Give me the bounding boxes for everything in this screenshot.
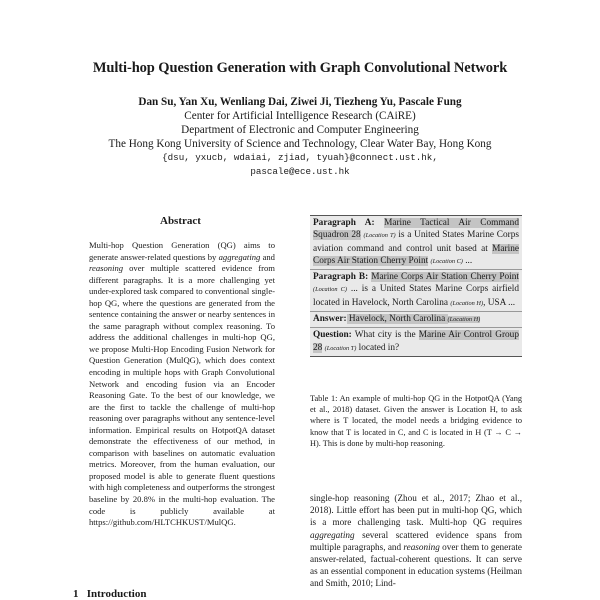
affiliation-line: Center for Artificial Intelligence Research (CAiRE) xyxy=(184,110,416,122)
paragraph-text: ... is a United States Marine Corps airfield located in Havelock, North Carolina xyxy=(313,284,519,308)
paper-title: Multi-hop Question Generation with Graph Convolutional Network xyxy=(92,60,508,76)
body-text-right xyxy=(310,492,522,590)
author-email: pascale@ece.ust.hk xyxy=(250,166,350,177)
body-emphasis: aggregating xyxy=(310,529,355,540)
author-email: {dsu, yxucb, wdaiai, zjiad, tyuah}@connect.ust.hk, xyxy=(162,152,438,163)
abstract-text: Multi-hop Question Generation (QG) aims to generate answer-related questions by xyxy=(89,240,275,262)
body-text: over them to generate answer-related, factual-coherent questions. It can serve as an essential component in education systems (Heilman and Smith, 2010; Lind- xyxy=(310,541,522,589)
location-tag: (Location T) xyxy=(363,232,396,240)
location-tag: (Location C) xyxy=(313,286,347,294)
paragraph-b xyxy=(310,270,522,311)
abstract-emphasis: reasoning xyxy=(89,263,124,274)
paragraph-label: Paragraph B: xyxy=(313,272,369,283)
paragraph-label: Paragraph A: xyxy=(313,218,375,228)
example-table xyxy=(310,215,522,357)
highlight-entity: Marine Corps Air Station Cherry Point xyxy=(371,272,519,283)
body-emphasis: reasoning xyxy=(403,541,440,552)
location-tag: (Location C) xyxy=(430,257,463,265)
body-text: single-hop reasoning (Zhou et al., 2017; Zhao et al., 2018). Little effort has been put in multi-hop QG, which is a more challenging task. Multi-hop QG requires xyxy=(310,493,522,528)
affiliation-line: The Hong Kong University of Science and Technology, Clear Water Bay, Hong Kong xyxy=(108,138,492,150)
section-heading-introduction: 1 Introduction xyxy=(73,588,147,600)
affiliation-line: Department of Electronic and Computer Engineering xyxy=(181,124,419,136)
abstract-heading: Abstract xyxy=(160,215,201,227)
highlight-entity: Marine Tactical Air Command Squadron 28 xyxy=(313,218,519,241)
paragraph-text: , USA ... xyxy=(483,297,516,308)
body-text: several scattered evidence spans from multiple paragraphs, and xyxy=(310,529,522,552)
highlight-entity: Marine Air Control Group 28 xyxy=(313,330,519,353)
question-text: What city is the xyxy=(351,330,419,341)
location-tag: (Location T) xyxy=(324,344,357,352)
author-names: Dan Su, Yan Xu, Wenliang Dai, Ziwei Ji, Tiezheng Yu, Pascale Fung xyxy=(138,96,462,108)
question-text: located in? xyxy=(356,342,400,353)
answer-text: Havelock, North Carolina xyxy=(346,314,448,325)
location-tag: (Location H) xyxy=(447,316,481,324)
abstract-text: and xyxy=(260,251,275,262)
table-caption: Table 1: An example of multi-hop QG in the HotpotQA (Yang et al., 2018) dataset. Given the answer is Location H, to ask where is T located, the model needs a bridging evidence to know that T is located in C, and C is located in H (T → C → H). This is done by multi-hop reasoning. xyxy=(310,394,522,448)
abstract-emphasis: aggregating xyxy=(218,251,261,262)
highlight-entity: Marine Corps Air Station Cherry Point xyxy=(313,243,519,266)
paragraph-a xyxy=(310,216,522,269)
answer-row xyxy=(310,312,522,327)
paragraph-text: ... xyxy=(462,255,473,266)
author-block xyxy=(0,95,600,179)
abstract-text: over multiple scattered evidence from different paragraphs. It is a more challenging yet under-explored task compared to conventional single-hop QG, where the questions are generated from the sentence containing the answer or nearby sentences in the same paragraph without complex reasoning. To address the additional challenges in multi-hop QG, we propose Multi-Hop Encoding Fusion Network for Question Generation (MulQG), which does context encoding in multiple hops with Graph Convolutional Network and encoding fusion via an Encoder Reasoning Gate. To the best of our knowledge, we are the first to tackle the challenge of multi-hop reasoning over paragraphs without any sentence-level information. Empirical results on HotpotQA dataset demonstrate the effectiveness of our method, in comparison with baselines on automatic evaluation metrics. Moreover, from the human evaluation, our proposed model is able to generate fluent questions with high completeness and outperforms the strongest baseline by 20.8% in the multi-hop evaluation. The code is publicly available at https://github.com/HLTCHKUST/MulQG. xyxy=(89,263,275,528)
question-label: Question: xyxy=(313,330,352,341)
paragraph-text: is a United States Marine Corps aviation command and control unit based at xyxy=(313,230,519,254)
abstract-body xyxy=(89,240,275,529)
question-row xyxy=(310,328,522,356)
location-tag: (Location H) xyxy=(450,299,484,307)
answer-label: Answer: xyxy=(313,314,347,325)
